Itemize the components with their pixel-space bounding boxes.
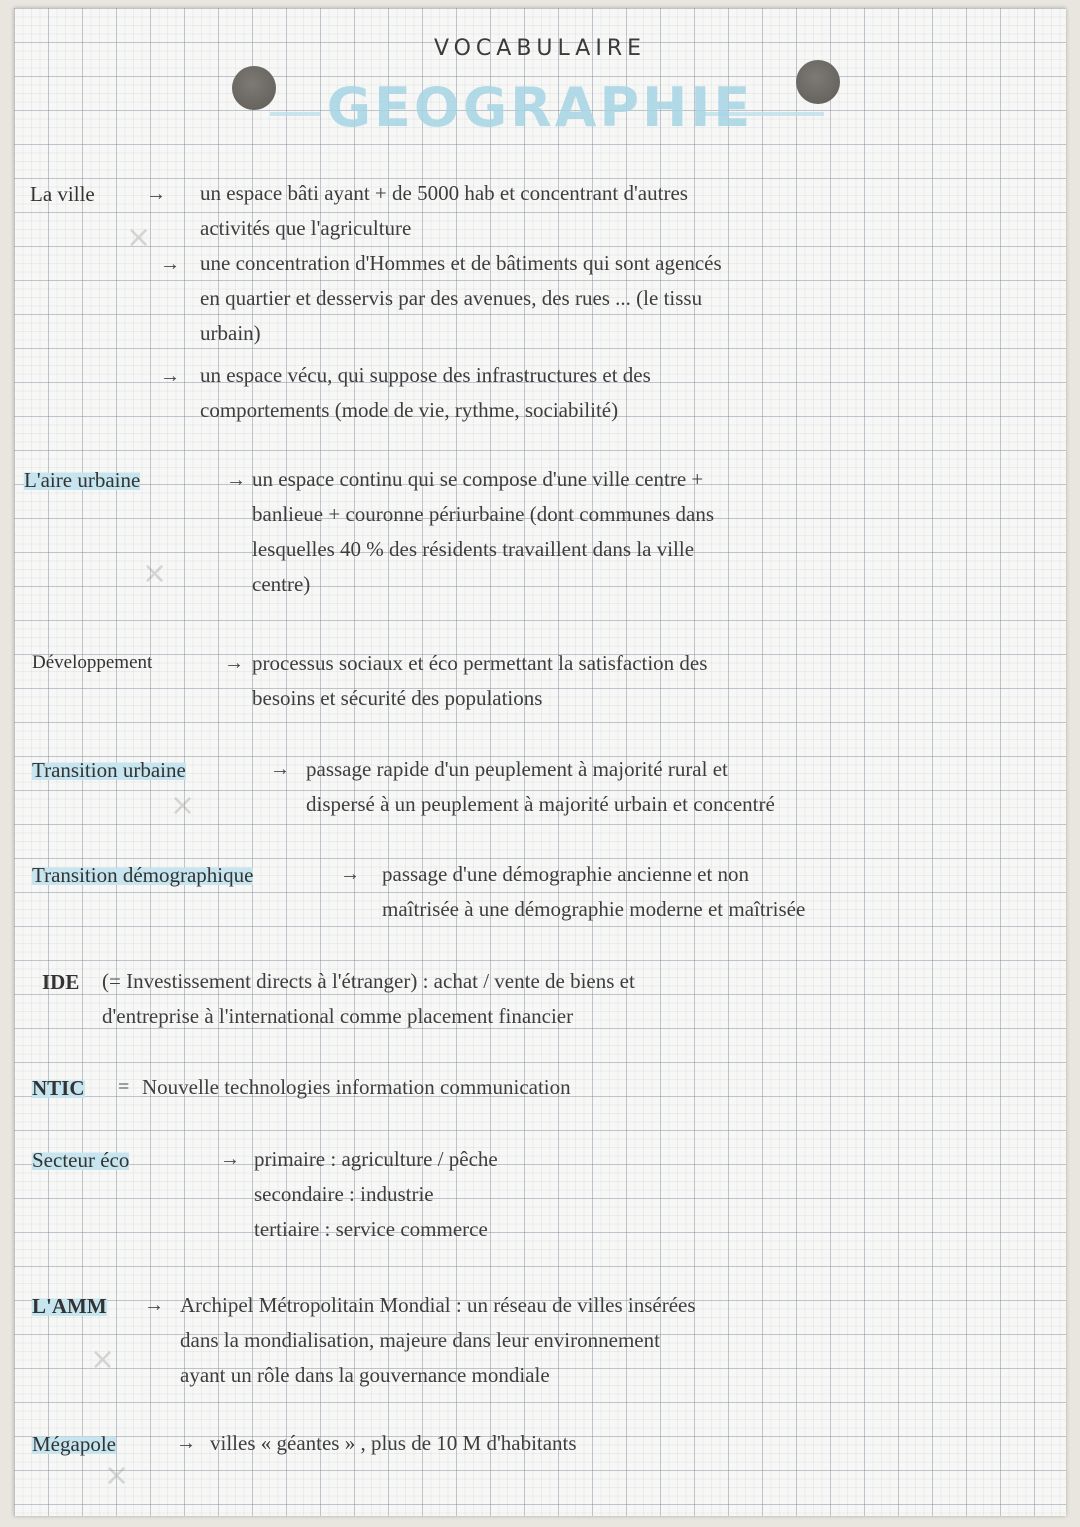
notebook-page xyxy=(14,8,1066,1516)
def-ntic: Nouvelle technologies information communication xyxy=(142,1075,571,1099)
term-developpement: Développement xyxy=(32,652,153,673)
def-megapole: villes « géantes » , plus de 10 M d'habitants xyxy=(210,1431,577,1455)
def-transition-demographique: passage d'une démographie ancienne et non maîtrisée à une démographie moderne et maîtrisée xyxy=(382,862,806,921)
arrow-icon: → xyxy=(224,652,244,674)
term-amm: L'AMM xyxy=(32,1294,107,1318)
pencil-mark: × xyxy=(104,1458,130,1493)
pencil-mark: × xyxy=(126,220,152,255)
term-transition-urbaine: Transition urbaine xyxy=(32,758,186,782)
term-transition-demographique: Transition démographique xyxy=(32,863,254,887)
term-aire-urbaine: L'aire urbaine xyxy=(24,468,141,492)
arrow-icon: → xyxy=(160,365,180,387)
arrow-icon: → xyxy=(176,1432,196,1454)
page-title: VOCABULAIRE xyxy=(433,36,647,61)
pencil-mark: × xyxy=(90,1342,116,1377)
subject-title: GEOGRAPHIE xyxy=(326,76,754,139)
def-secteur-eco: primaire : agriculture / pêche secondaire : industrie tertiaire : service commerce xyxy=(254,1147,498,1241)
pencil-mark: × xyxy=(142,556,168,591)
arrow-icon: → xyxy=(160,253,180,275)
pencil-mark: × xyxy=(170,788,196,823)
term-ville: La ville xyxy=(30,182,95,206)
def-transition-urbaine: passage rapide d'un peuplement à majorité rural et dispersé à un peuplement à majorité urbain et concentré xyxy=(306,757,775,816)
arrow-icon: → xyxy=(226,469,246,491)
def-ide: (= Investissement directs à l'étranger) : achat / vente de biens et d'entreprise à l'international comme placement financier xyxy=(102,969,635,1028)
def-aire-urbaine: un espace continu qui se compose d'une ville centre + banlieue + couronne périurbaine (dont communes dans lesquelles 40 % des résidents travaillent dans la ville centre) xyxy=(252,467,715,596)
term-ide: IDE xyxy=(42,970,80,994)
term-secteur-eco: Secteur éco xyxy=(32,1148,130,1172)
def-amm: Archipel Métropolitain Mondial : un réseau de villes insérées dans la mondialisation, majeure dans leur environnement ayant un rôle dans la gouvernance mondiale xyxy=(180,1293,696,1387)
arrow-icon: → xyxy=(144,1294,164,1316)
def-ville-3: un espace vécu, qui suppose des infrastructures et des comportements (mode de vie, rythme, sociabilité) xyxy=(200,363,651,422)
arrow-icon: → xyxy=(270,758,290,780)
def-ville-1: un espace bâti ayant + de 5000 hab et concentrant d'autres activités que l'agriculture xyxy=(200,181,688,240)
arrow-icon: → xyxy=(340,863,360,885)
def-ville-2: une concentration d'Hommes et de bâtiments qui sont agencés en quartier et desservis par des avenues, des rues ... (le tissu urbain) xyxy=(200,251,722,345)
arrow-icon: → xyxy=(220,1148,240,1170)
def-developpement: processus sociaux et éco permettant la satisfaction des besoins et sécurité des populations xyxy=(252,651,708,710)
equals-sign: = xyxy=(118,1076,130,1098)
term-megapole: Mégapole xyxy=(32,1432,116,1456)
arrow-icon: → xyxy=(146,183,166,205)
term-ntic: NTIC xyxy=(32,1076,85,1100)
